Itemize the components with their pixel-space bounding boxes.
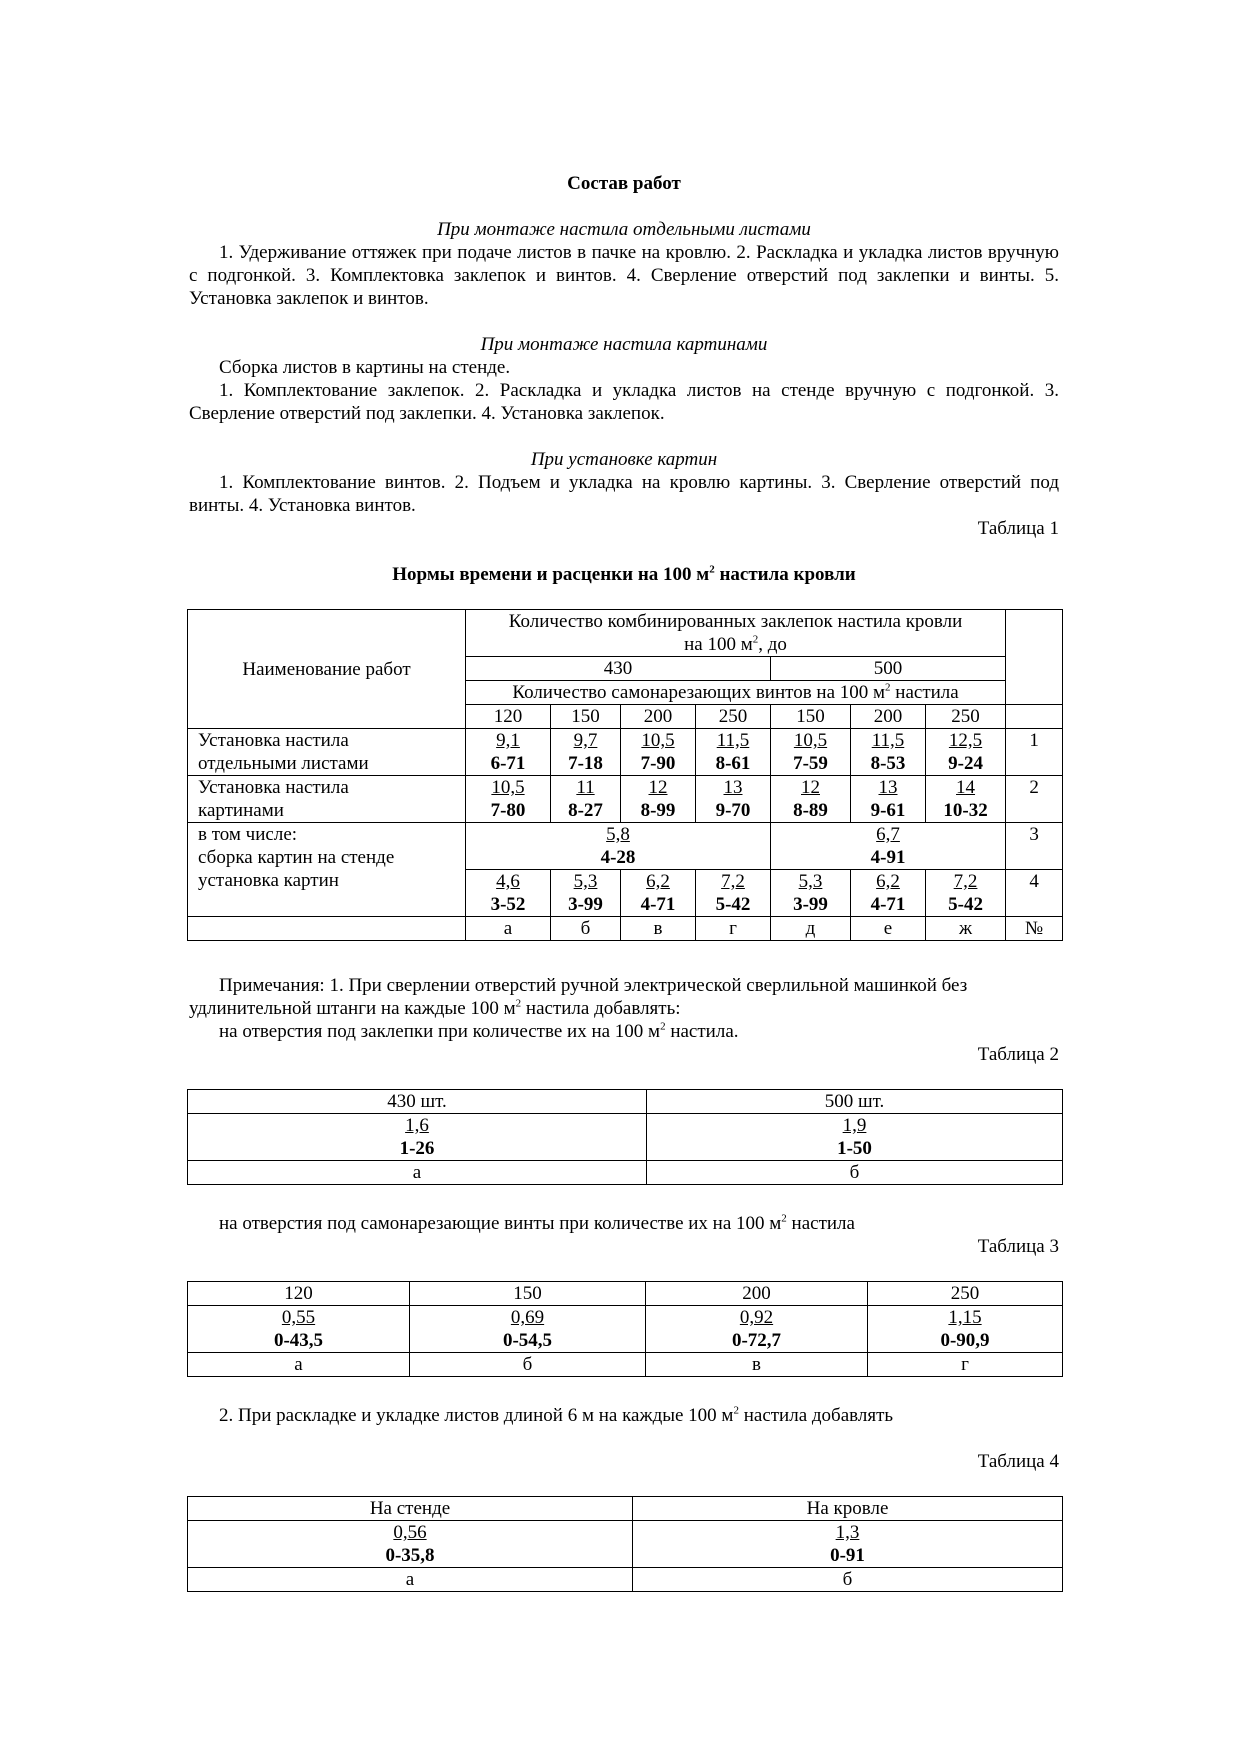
table-row [188, 1114, 1063, 1161]
screw-count: 150 [771, 705, 851, 729]
col-num-sign: № [1006, 917, 1063, 941]
norm-cell: 14 10-32 [926, 776, 1006, 823]
table3-header: 150 [410, 1282, 646, 1306]
col-letter: а [188, 1568, 633, 1592]
table2-header: 430 шт. [188, 1090, 647, 1114]
norm-cell: 7,2 5-42 [926, 870, 1006, 917]
norm-cell: 0,92 0-72,7 [646, 1306, 868, 1353]
rivet-drilling-table [187, 1089, 1063, 1185]
col-letter: в [621, 917, 696, 941]
screw-count: 200 [621, 705, 696, 729]
col-letter: г [868, 1353, 1063, 1377]
col-letter: а [466, 917, 551, 941]
norm-cell: 5,3 3-99 [551, 870, 621, 917]
norm-cell-500: 6,7 4-91 [771, 823, 1006, 870]
table4-header: На кровле [633, 1497, 1063, 1521]
table-row [188, 823, 1063, 870]
norm-cell: 0,56 0-35,8 [188, 1521, 633, 1568]
head-screws: Количество самонарезающих винтов на 100 $м^2$ настила [466, 681, 1006, 705]
norm-cell: 10,5 7-80 [466, 776, 551, 823]
norm-cell: 1,3 0-91 [633, 1521, 1063, 1568]
letters-blank [188, 917, 466, 941]
norm-cell: 1,6 1-26 [188, 1114, 647, 1161]
table3-header: 120 [188, 1282, 410, 1306]
norm-cell: 11,5 8-53 [851, 729, 926, 776]
note-1b: на отверстия под заклепки при количестве их на 100 $м^2$ настила. [219, 1020, 739, 1042]
norm-cell: 9,7 7-18 [551, 729, 621, 776]
table2-header: 500 шт. [647, 1090, 1063, 1114]
row-number: 1 [1006, 729, 1063, 776]
col-letter: б [647, 1161, 1063, 1185]
subsection-title-panels: При монтаже настила картинами [480, 334, 768, 355]
norm-cell: 0,69 0-54,5 [410, 1306, 646, 1353]
row-number: 4 [1006, 870, 1063, 917]
norm-cell: 1,9 1-50 [647, 1114, 1063, 1161]
table4-header: На стенде [188, 1497, 633, 1521]
norm-cell-430: 5,8 4-28 [466, 823, 771, 870]
work-name: Установка настила отдельными листами [188, 729, 466, 776]
norm-cell: 10,5 7-59 [771, 729, 851, 776]
col-letter: б [551, 917, 621, 941]
col-letter: в [646, 1353, 868, 1377]
row-number: 3 [1006, 823, 1063, 870]
norm-cell: 6,2 4-71 [621, 870, 696, 917]
subsection-text-install: 1. Комплектование винтов. 2. Подъем и укладка на кровлю картины. 3. Сверление отверстий под винты. 4. Установка винтов. [189, 472, 1059, 516]
table-row-letters [188, 917, 1063, 941]
norm-cell: 12,5 9-24 [926, 729, 1006, 776]
norm-cell: 1,15 0-90,9 [868, 1306, 1063, 1353]
screw-count: 150 [551, 705, 621, 729]
table1-label: Таблица 1 [977, 518, 1059, 539]
norm-cell: 10,5 7-90 [621, 729, 696, 776]
screw-drilling-table [187, 1281, 1063, 1377]
head-work-name: Наименование работ [188, 610, 466, 729]
group-430: 430 [466, 657, 771, 681]
norm-cell: 12 8-99 [621, 776, 696, 823]
table2-label: Таблица 2 [977, 1044, 1059, 1065]
col-letter: а [188, 1353, 410, 1377]
subsection-text-sheets: 1. Удерживание оттяжек при подаче листов в пачке на кровлю. 2. Раскладка и укладка листов вручную с подгонкой. 3. Комплектовка заклепок и винтов. 4. Сверление отверстий под заклепки и винты. 5. Установка заклепок и винтов. [189, 242, 1059, 309]
table3-label: Таблица 3 [977, 1236, 1059, 1257]
table-row [188, 776, 1063, 823]
table3-header: 200 [646, 1282, 868, 1306]
norm-cell: 0,55 0-43,5 [188, 1306, 410, 1353]
norm-cell: 4,6 3-52 [466, 870, 551, 917]
subsection-text-panels: 1. Комплектование заклепок. 2. Раскладка и укладка листов на стенде вручную с подгонкой. 3. Сверление отверстий под заклепки. 4. Установка заклепок. [189, 380, 1059, 424]
col-letter: г [696, 917, 771, 941]
sheet-laying-table [187, 1496, 1063, 1592]
norms-table [187, 609, 1063, 941]
col-letter: а [188, 1161, 647, 1185]
col-letter: д [771, 917, 851, 941]
table1-title: Нормы времени и расценки на 100 $м^2$ настила кровли [392, 563, 856, 585]
norm-cell: 12 8-89 [771, 776, 851, 823]
norm-cell: 11,5 8-61 [696, 729, 771, 776]
col-letter: е [851, 917, 926, 941]
head-num-blank-bottom [1006, 705, 1063, 729]
norm-cell: 5,3 3-99 [771, 870, 851, 917]
head-num-blank [1006, 610, 1063, 705]
norm-cell: 7,2 5-42 [696, 870, 771, 917]
screw-count: 200 [851, 705, 926, 729]
norm-cell: 13 9-70 [696, 776, 771, 823]
subsection-title-sheets: При монтаже настила отдельными листами [437, 219, 811, 240]
group-500: 500 [771, 657, 1006, 681]
section-title: Состав работ [567, 173, 681, 194]
table4-label: Таблица 4 [977, 1451, 1059, 1472]
note-2: 2. При раскладке и укладке листов длиной 6 м на каждые 100 $м^2$ настила добавлять [219, 1404, 894, 1426]
norm-cell: 13 9-61 [851, 776, 926, 823]
subsection-line-panels: Сборка листов в картины на стенде. [219, 357, 511, 378]
table-row [188, 1521, 1063, 1568]
norm-cell: 6,2 4-71 [851, 870, 926, 917]
screw-count: 250 [696, 705, 771, 729]
col-letter: б [633, 1568, 1063, 1592]
head-rivets: Количество комбинированных заклепок настила кровли на 100 $м^2$, до [466, 610, 1006, 657]
norm-cell: 9,1 6-71 [466, 729, 551, 776]
work-name: Установка настила картинами [188, 776, 466, 823]
screw-count: 250 [926, 705, 1006, 729]
norm-cell: 11 8-27 [551, 776, 621, 823]
table-row [188, 729, 1063, 776]
note-1c: на отверстия под самонарезающие винты при количестве их на 100 $м^2$ настила [219, 1212, 855, 1234]
table3-header: 250 [868, 1282, 1063, 1306]
col-letter: б [410, 1353, 646, 1377]
screw-count: 120 [466, 705, 551, 729]
note-1: Примечания: 1. При сверлении отверстий ручной электрической сверлильной машинкой без удлинительной штанги на каждые 100 $м^2$ настила добавлять: [189, 975, 968, 1019]
row-number: 2 [1006, 776, 1063, 823]
subsection-title-install: При установке картин [530, 449, 718, 470]
table-row [188, 1306, 1063, 1353]
col-letter: ж [926, 917, 1006, 941]
work-name-subitems: в том числе: сборка картин на стенде установка картин [188, 823, 466, 917]
